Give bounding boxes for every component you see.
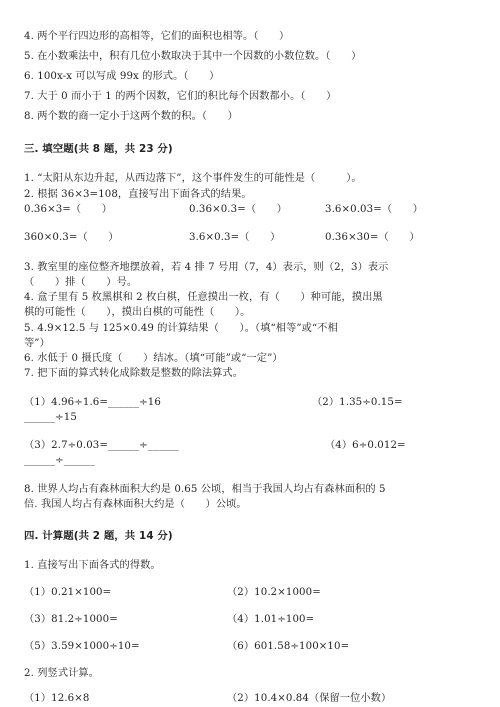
calc-q1-item2: （2）10.2×1000= xyxy=(227,587,321,598)
fill-q5-line2: 等”） xyxy=(24,338,50,349)
judge-item-5: 5. 在小数乘法中，积有几位小数取决于其中一个因数的小数位数。（ ） xyxy=(24,51,362,62)
fill-q2: 2. 根据 36×3=108，直接写出下面各式的结果。 xyxy=(24,189,252,200)
fill-q7-part4: （4）6÷0.012= xyxy=(325,440,406,451)
fill-q2-r1-c3: 3.6×0.03=（ ） xyxy=(325,204,424,215)
fill-q2-r1-c1: 0.36×3=（ ） xyxy=(24,204,113,215)
calc-q1-item3: （3）81.2÷1000= xyxy=(24,614,118,625)
fill-q3-line2: （ ）排（ ）号。 xyxy=(24,277,138,288)
judge-item-4: 4. 两个平行四边形的高相等，它们的面积也相等。（ ） xyxy=(24,31,290,42)
judge-item-8: 8. 两个数的商一定小于这两个数的积。（ ） xyxy=(24,111,238,122)
calc-q1-item6: （6）601.58÷100×10= xyxy=(227,641,350,652)
fill-q6: 6. 水低于 0 摄氏度（ ）结冰。（填“可能”或“一定”） xyxy=(24,353,283,364)
fill-q4-line2: 棋的可能性（ ），摸出白棋的可能性（ ）。 xyxy=(24,307,251,318)
section-4-title: 四. 计算题(共 2 题，共 14 分) xyxy=(24,530,173,542)
fill-q2-r2-c1: 360×0.3=（ ） xyxy=(24,232,119,243)
fill-q7-part2-answer: ______÷15 xyxy=(24,412,77,423)
judge-item-6: 6. 100x-x 可以写成 99x 的形式。（ ） xyxy=(24,71,220,82)
section-3-title: 三. 填空题(共 8 题，共 23 分) xyxy=(24,143,173,155)
judge-item-7: 7. 大于 0 而小于 1 的两个因数，它们的积比每个因数都小。（ ） xyxy=(24,91,337,102)
fill-q3-line1: 3. 教室里的座位整齐地摆放着，若 4 排 7 号用（7，4）表示，则（2，3）表示 xyxy=(24,262,389,273)
fill-q7-part3: （3）2.7÷0.03=______÷______ xyxy=(24,440,179,451)
fill-q4-line1: 4. 盒子里有 5 枚黑棋和 2 枚白棋，任意摸出一枚，有（ ）种可能，摸出黑 xyxy=(24,292,383,303)
fill-q5-line1: 5. 4.9×12.5 与 125×0.49 的计算结果（ ）。（填“相等”或“不相 xyxy=(24,323,338,334)
fill-q7-part4-answer: ______÷______ xyxy=(24,455,95,466)
fill-q7-part1: （1）4.96÷1.6=______÷16 xyxy=(24,397,161,408)
fill-q8-line2: 倍. 我国人均占有森林面积大约是（ ）公顷。 xyxy=(24,499,247,510)
fill-q2-r2-c2: 3.6×0.3=（ ） xyxy=(189,232,281,243)
fill-q8-line1: 8. 世界人均占有森林面积大约是 0.65 公顷，相当于我国人均占有森林面积的 5 xyxy=(24,484,386,495)
calc-q2: 2. 列竖式计算。 xyxy=(24,668,99,679)
fill-q7: 7. 把下面的算式转化成除数是整数的除法算式。 xyxy=(24,368,244,379)
calc-q2-item2: （2）10.4×0.84（保留一位小数） xyxy=(227,693,392,704)
calc-q1-item1: （1）0.21×100= xyxy=(24,587,112,598)
fill-q7-part2: （2）1.35÷0.15= xyxy=(312,397,403,408)
calc-q1-item5: （5）3.59×1000÷10= xyxy=(24,641,140,652)
fill-q2-r2-c3: 0.36×30=（ ） xyxy=(325,232,420,243)
fill-q2-r1-c2: 0.36×0.3=（ ） xyxy=(189,204,288,215)
fill-q1: 1. “太阳从东边升起，从西边落下”，这个事件发生的可能性是（ ）。 xyxy=(24,173,362,184)
calc-q2-item1: （1）12.6×8 xyxy=(24,693,90,704)
calc-q1-item4: （4）1.01÷100= xyxy=(227,614,315,625)
calc-q1: 1. 直接写出下面各式的得数。 xyxy=(24,560,161,571)
